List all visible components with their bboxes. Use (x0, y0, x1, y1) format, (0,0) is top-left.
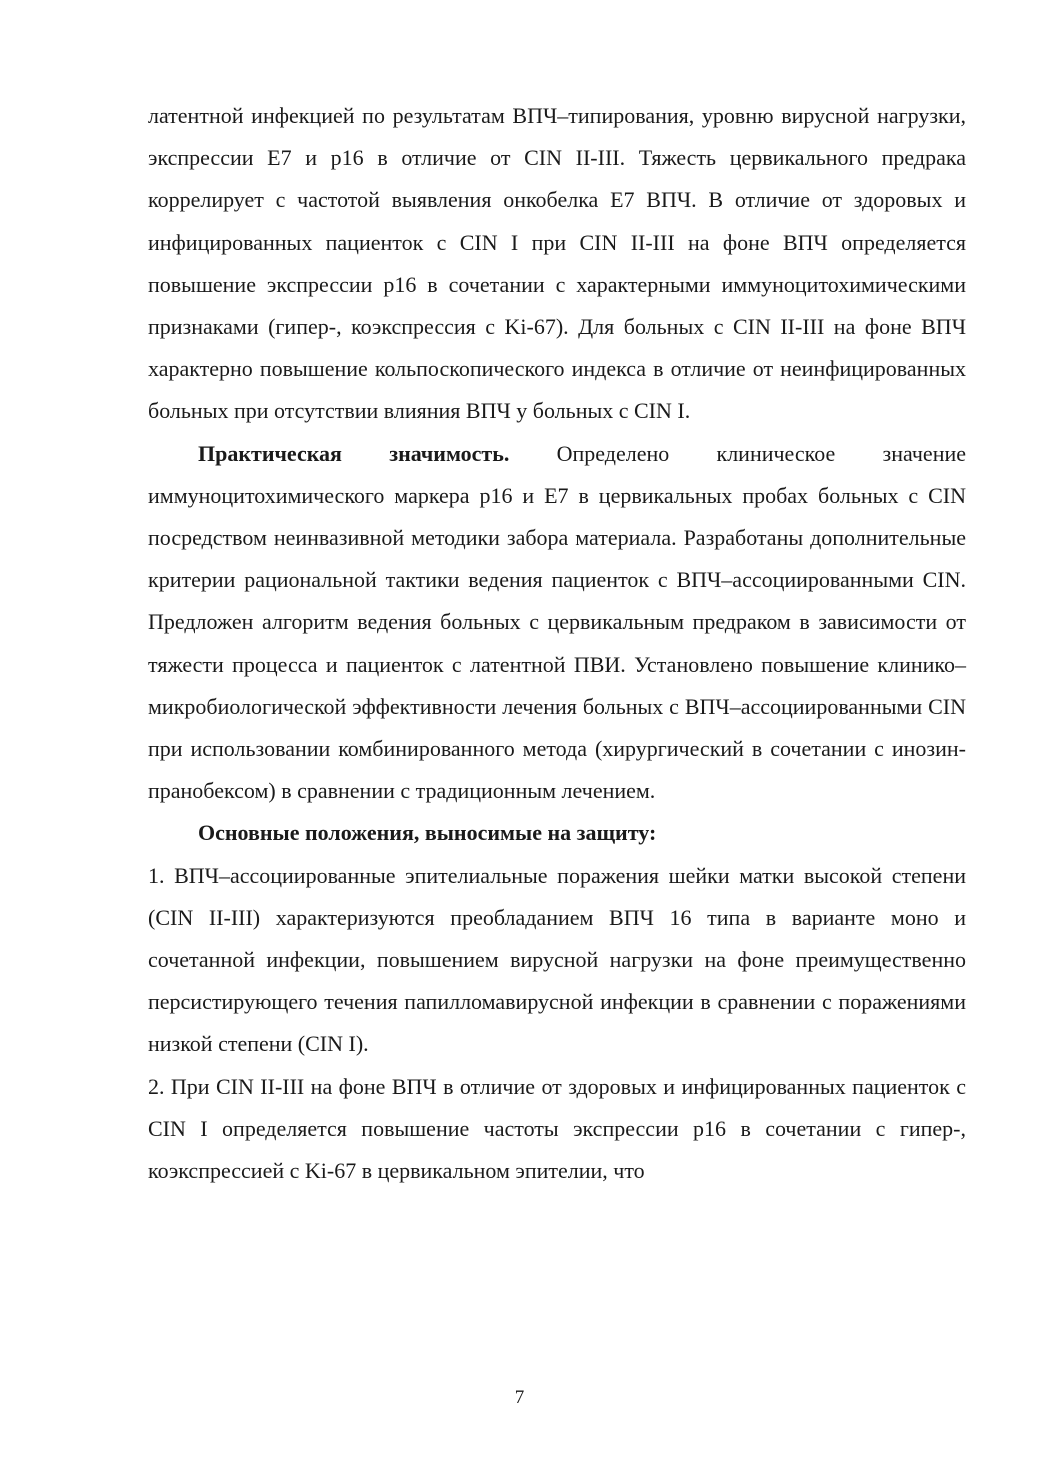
body-text (148, 95, 966, 1192)
page-number: 7 (514, 1387, 525, 1408)
paragraph-text: 1. ВПЧ–ассоциированные эпителиальные поражения шейки матки высокой степени (CIN II-III) характеризуются преобладанием ВПЧ 16 типа в варианте моно и сочетанной инфекции, повышением вирусной нагрузки на фоне преимущественно персистирующего течения папилломавирусной инфекции в сравнении с поражениями низкой степени (CIN I). (148, 862, 966, 1057)
section-heading-text: Основные положения, выносимые на защиту: (198, 820, 657, 846)
paragraph-text: Определено клиническое значение иммуноцитохимического маркера р16 и Е7 в цервикальных пробах больных с CIN посредством неинвазивной методики забора материала. Разработаны дополнительные критерии рациональной тактики ведения пациенток с ВПЧ–ассоциированными CIN. Предложен алгоритм ведения больных с цервикальным предраком в зависимости от тяжести процесса и пациенток с латентной ПВИ. Установлено повышение клинико–микробиологической эффективности лечения больных с ВПЧ–ассоциированными CIN при использовании комбинированного метода (хирургический в сочетании с инозин-пранобексом) в сравнении с традиционным лечением. (148, 440, 966, 804)
paragraph-text: латентной инфекцией по результатам ВПЧ–типирования, уровню вирусной нагрузки, экспрессии Е7 и р16 в отличие от CIN II-III. Тяжесть цервикального предрака коррелирует с частотой выявления онкобелка Е7 ВПЧ. В отличие от здоровых и инфицированных пациенток с CIN I при CIN II-III на фоне ВПЧ определяется повышение экспрессии р16 в сочетании с характерными иммуноцитохимическими признаками (гипер-, коэкспрессия с Ki-67). Для больных с CIN II-III на фоне ВПЧ характерно повышение кольпоскопического индекса в отличие от неинфицированных больных при отсутствии влияния ВПЧ у больных с CIN I. (148, 103, 966, 424)
paragraph-practical-significance (148, 433, 966, 813)
paragraph-latent-infection (148, 95, 966, 433)
paragraph-point-1 (148, 855, 966, 1066)
paragraph-point-2 (148, 1066, 966, 1193)
paragraph-text: 2. При CIN II-III на фоне ВПЧ в отличие от здоровых и инфицированных пациенток с CIN I определяется повышение частоты экспрессии р16 в сочетании с гипер-, коэкспрессией с Ki-67 в цервикальном эпителии, что (148, 1073, 966, 1184)
section-heading-defense-points (148, 812, 966, 854)
paragraph-lead-heading: Практическая значимость. (198, 440, 510, 466)
